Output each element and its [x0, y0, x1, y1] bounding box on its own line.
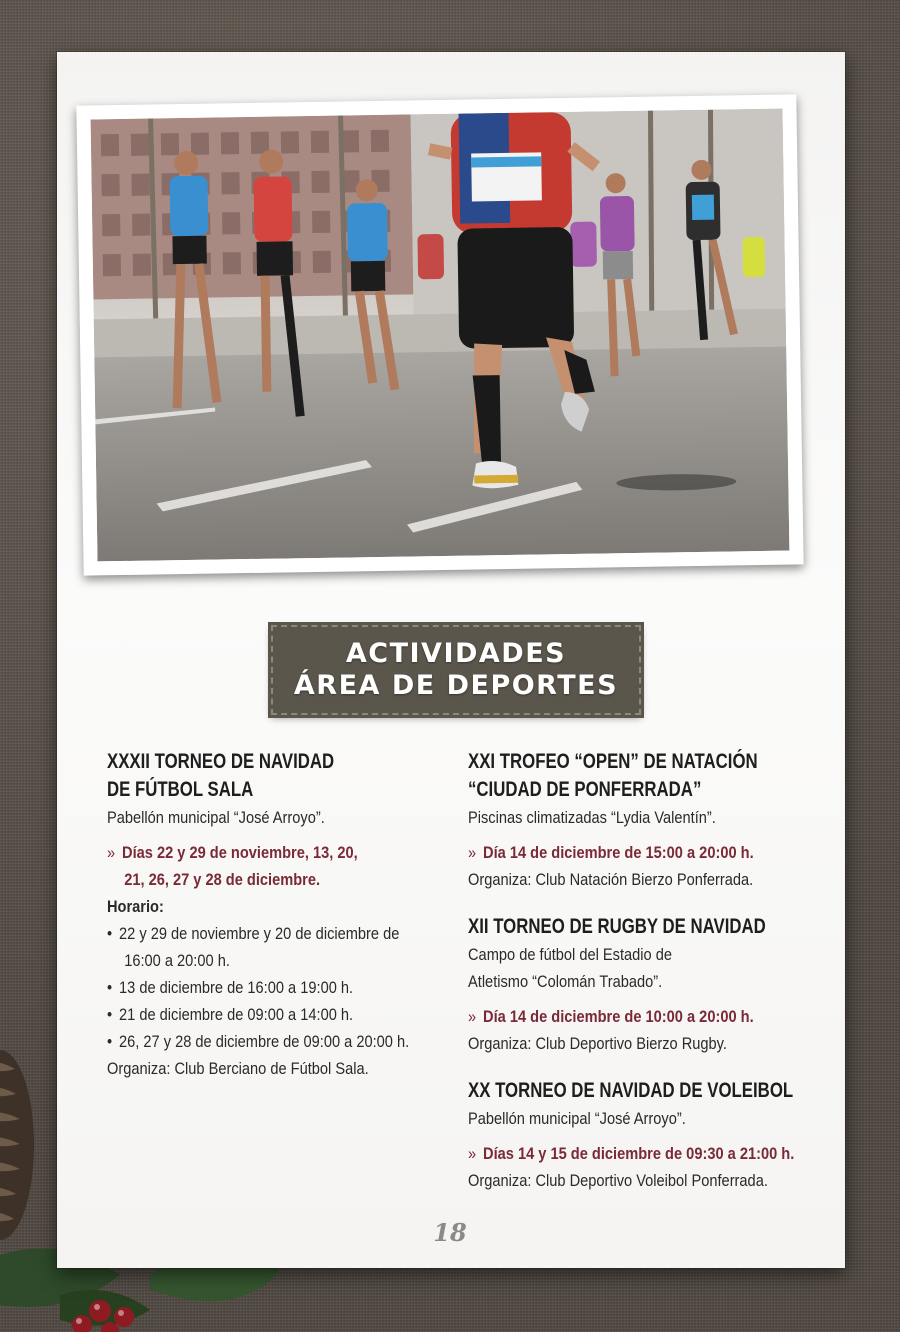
event-title: XX TORNEO DE NAVIDAD DE VOLEIBOL	[468, 1079, 794, 1102]
event-title: “CIUDAD DE PONFERRADA”	[468, 778, 702, 801]
event-title: XII TORNEO DE RUGBY DE NAVIDAD	[468, 915, 766, 938]
schedule-item: • 13 de diciembre de 16:00 a 19:00 h.	[107, 978, 354, 997]
bullet-icon: •	[107, 978, 113, 997]
schedule-item: • 26, 27 y 28 de diciembre de 09:00 a 20:00 h.	[107, 1032, 410, 1051]
schedule-item: • 21 de diciembre de 09:00 a 14:00 h.	[107, 1005, 354, 1024]
event-title: DE FÚTBOL SALA	[107, 778, 254, 801]
event-dates: » Día 14 de diciembre de 15:00 a 20:00 h.	[468, 843, 754, 862]
event-dates: » Días 22 y 29 de noviembre, 13, 20,	[107, 843, 358, 862]
event-title: XXXII TORNEO DE NAVIDAD	[107, 750, 335, 773]
date-marker-icon: »	[107, 843, 116, 862]
schedule-label: Horario:	[107, 897, 164, 916]
event-dates: » Días 14 y 15 de diciembre de 09:30 a 21:00 h.	[468, 1144, 795, 1163]
event-organizer: Organiza: Club Natación Bierzo Ponferrada.	[468, 870, 754, 889]
date-marker-icon: »	[468, 843, 477, 862]
event-venue: Pabellón municipal “José Arroyo”.	[468, 1109, 686, 1128]
schedule-item-continued: 16:00 a 20:00 h.	[124, 951, 230, 970]
event-venue: Piscinas climatizadas “Lydia Valentín”.	[468, 808, 716, 827]
left-column	[107, 748, 447, 1082]
section-title-banner	[271, 625, 641, 715]
event-dates: » Día 14 de diciembre de 10:00 a 20:00 h.	[468, 1007, 754, 1026]
bullet-icon: •	[107, 1032, 113, 1051]
schedule-item: • 22 y 29 de noviembre y 20 de diciembre de	[107, 924, 400, 943]
right-column	[468, 748, 818, 1194]
event-dates-continued: 21, 26, 27 y 28 de diciembre.	[124, 870, 321, 889]
date-marker-icon: »	[468, 1007, 477, 1026]
event-organizer: Organiza: Club Deportivo Voleibol Ponferrada.	[468, 1171, 768, 1190]
event-venue: Pabellón municipal “José Arroyo”.	[107, 808, 325, 827]
event-venue: Campo de fútbol del Estadio de	[468, 945, 673, 964]
marathon-runners-photo	[76, 94, 803, 575]
bullet-icon: •	[107, 924, 113, 943]
banner-title-line-1: ACTIVIDADES	[345, 638, 567, 669]
event-organizer: Organiza: Club Deportivo Bierzo Rugby.	[468, 1034, 727, 1053]
banner-title-line-2: ÁREA DE DEPORTES	[293, 670, 619, 701]
bullet-icon: •	[107, 1005, 113, 1024]
date-marker-icon: »	[468, 1144, 477, 1163]
event-organizer: Organiza: Club Berciano de Fútbol Sala.	[107, 1059, 369, 1078]
event-title: XXI TROFEO “OPEN” DE NATACIÓN	[468, 750, 758, 773]
page-number: 18	[433, 1218, 467, 1247]
runners-illustration	[91, 109, 790, 562]
event-venue-continued: Atletismo “Colomán Trabado”.	[468, 972, 663, 991]
